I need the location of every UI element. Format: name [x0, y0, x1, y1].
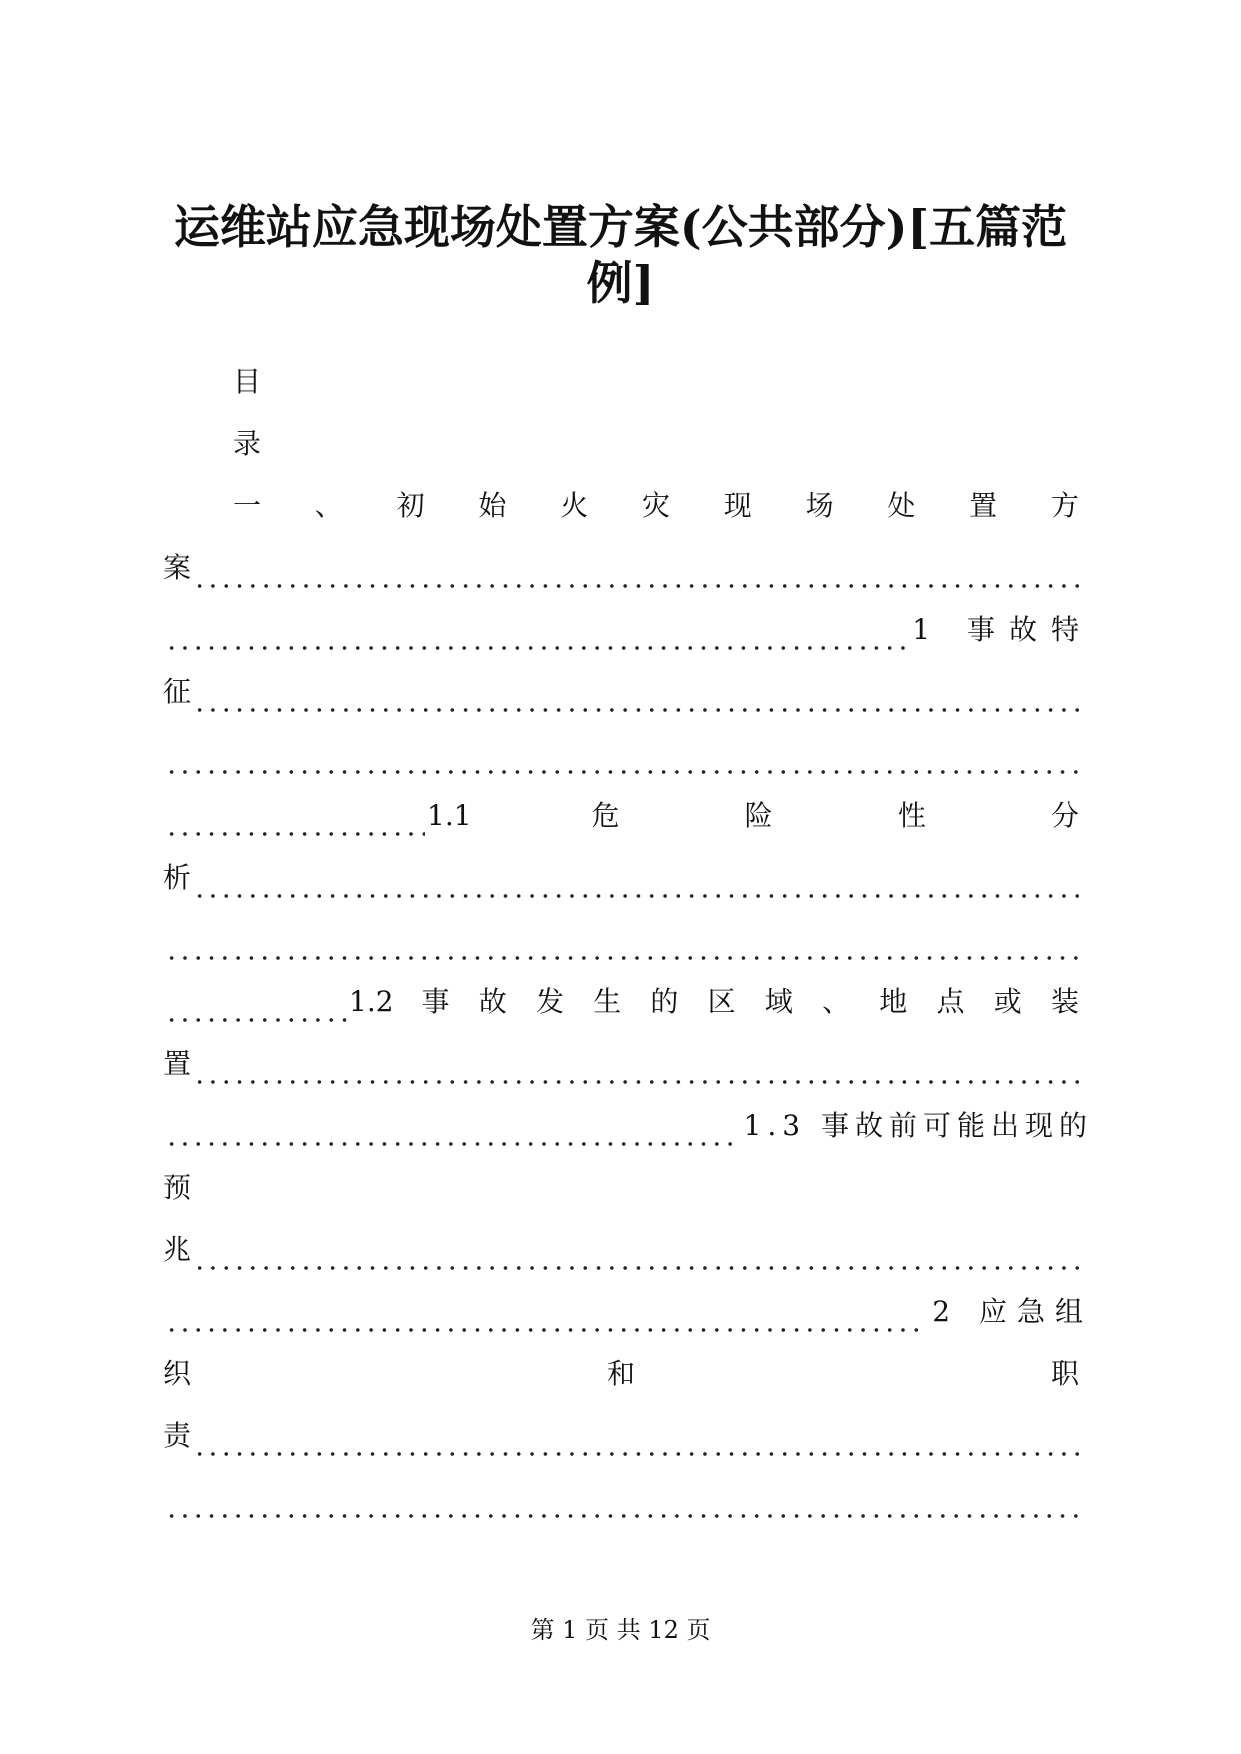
dot-leader — [163, 920, 1079, 960]
toc-item-4-char: 点 — [936, 985, 965, 1018]
toc-item-1-char: 现 — [723, 489, 752, 522]
dot-leader — [163, 734, 1079, 774]
dot-leader — [163, 610, 906, 650]
toc-heading-char-1: 目 — [233, 365, 262, 398]
toc-dot-row — [163, 920, 1079, 960]
toc-item-4-char: 发 — [535, 985, 564, 1018]
toc-item-4-char: 、 — [822, 985, 851, 1018]
document-title-line-2: 例] — [586, 256, 655, 310]
toc-item-6-char: 织 — [163, 1357, 192, 1390]
toc-item-1-page-row — [163, 610, 1093, 650]
toc-item-6-line2 — [163, 1354, 1079, 1394]
dot-leader — [191, 548, 1079, 588]
toc-item-1-char: 灾 — [641, 489, 670, 522]
toc-item-5-title: 1.3 事故前可能出现的 — [163, 1106, 1079, 1146]
toc-item-1-char: 方 — [1050, 489, 1079, 522]
toc-item-3-char: 险 — [744, 799, 773, 832]
toc-item-3-title — [163, 796, 1079, 836]
toc-item-4-char: 装 — [1050, 985, 1079, 1018]
toc-item-3-char: 性 — [897, 799, 926, 832]
toc-item-1-char: 始 — [478, 489, 507, 522]
toc-item-6-leader: 责 — [163, 1416, 1079, 1456]
toc-item-1-char: 、 — [314, 489, 343, 522]
toc-page-and-next-item: 1 事故特 — [912, 613, 1093, 646]
dot-leader — [163, 1106, 738, 1146]
toc-item-4-char: 故 — [478, 985, 507, 1018]
toc-item-4-char: 事 — [421, 985, 450, 1018]
dot-leader — [191, 1416, 1079, 1456]
page-number-footer: 第 1 页 共 12 页 — [530, 1616, 711, 1644]
toc-item-4-char: 地 — [879, 985, 908, 1018]
toc-item-3-number: 1.1 — [427, 799, 472, 832]
dot-leader — [191, 1044, 1079, 1084]
toc-item-4-title — [163, 982, 1079, 1022]
dot-leader — [191, 672, 1079, 712]
toc-item-1-char: 处 — [887, 489, 916, 522]
toc-item-4-char: 域 — [764, 985, 793, 1018]
toc-item-1-char: 初 — [396, 489, 425, 522]
toc-item-6-title: 2 应急组 — [163, 1292, 1079, 1332]
toc-item-4-char: 区 — [707, 985, 736, 1018]
toc-item-4-char: 的 — [650, 985, 679, 1018]
toc-item-1-title — [233, 486, 1079, 526]
toc-item-4-leader: 置 — [163, 1044, 1079, 1084]
toc-item-1-leader: 案 — [163, 548, 1079, 588]
toc-item-1-char: 火 — [560, 489, 589, 522]
toc-item-6-char: 职 — [1050, 1357, 1079, 1390]
toc-item-4-char: 或 — [993, 985, 1022, 1018]
dot-leader — [163, 1292, 926, 1332]
toc-item-3-leader: 析 — [163, 858, 1079, 898]
toc-item-4-char: 生 — [593, 985, 622, 1018]
toc-item-1-char: 一 — [233, 489, 262, 522]
toc-item-3-char: 分 — [1050, 799, 1079, 832]
toc-item-6-char: 和 — [606, 1357, 635, 1390]
toc-item-5-leader: 兆 — [163, 1230, 1079, 1270]
toc-item-4-number: 1.2 — [349, 985, 394, 1018]
dot-leader — [163, 982, 347, 1022]
toc-item-5-line2: 预 — [163, 1171, 192, 1204]
toc-dot-row — [163, 1478, 1079, 1518]
toc-dot-row — [163, 734, 1079, 774]
toc-item-1-char: 场 — [805, 489, 834, 522]
dot-leader — [163, 796, 425, 836]
document-title-line-1: 运维站应急现场处置方案(公共部分)[五篇范 — [173, 200, 1068, 254]
toc-item-2-leader: 征 — [163, 672, 1079, 712]
dot-leader — [163, 1478, 1079, 1518]
dot-leader — [191, 858, 1079, 898]
toc-item-3-char: 危 — [591, 799, 620, 832]
toc-item-1-char: 置 — [969, 489, 998, 522]
toc-heading-char-2: 录 — [233, 427, 262, 460]
dot-leader — [191, 1230, 1079, 1270]
